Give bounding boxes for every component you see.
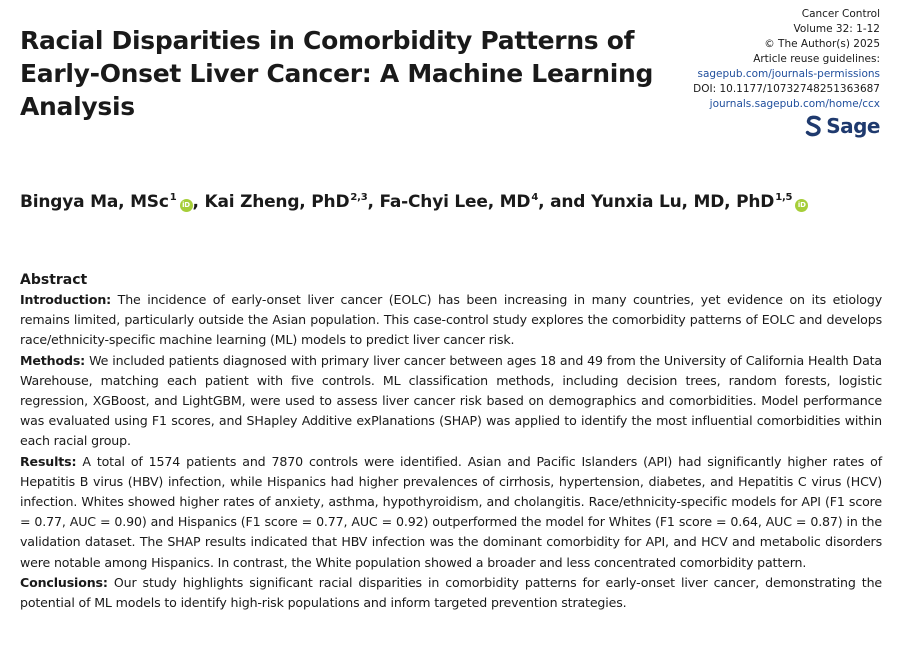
author-separator: , and (538, 192, 591, 212)
article-title: Racial Disparities in Comorbidity Patterns of Early-Onset Liver Cancer: A Machine Learning Analysis (20, 26, 654, 121)
sage-s-icon (805, 115, 822, 137)
section-label: Conclusions: (20, 574, 108, 590)
abstract-results (20, 452, 882, 573)
author-name: Fa-Chyi Lee, MD (379, 192, 531, 212)
author-list (20, 185, 890, 215)
section-text: We included patients diagnosed with primary liver cancer between ages 18 and 49 from the University of California Health Data Warehouse, matching each patient with five controls. ML classification methods, including decision trees, random forests, logistic regression, XGBoost, and LightGBM, were used to assess liver cancer risk based on demographics and comorbidities. Model performance was evaluated using F1 scores, and SHapley Additive exPlanations (SHAP) was applied to identify the most influential comorbidities within each racial group. (20, 352, 882, 449)
abstract-conclusions (20, 573, 882, 613)
sage-wordmark: Sage (826, 113, 880, 138)
section-label: Methods: (20, 352, 86, 368)
orcid-icon[interactable]: iD (180, 199, 193, 212)
journal-home-link[interactable]: journals.sagepub.com/home/ccx (709, 98, 880, 110)
reuse-label: Article reuse guidelines: (753, 53, 880, 65)
journal-meta (640, 7, 880, 137)
journal-name: Cancer Control (801, 8, 880, 20)
author (204, 192, 379, 212)
abstract-methods (20, 351, 882, 452)
author-separator: , (192, 192, 205, 212)
author-affiliation: 2,3 (350, 192, 368, 203)
author-affiliation: 1,5 (775, 192, 793, 203)
author-affiliation: 4 (531, 192, 539, 203)
author (379, 192, 590, 212)
author (591, 192, 808, 212)
abstract-introduction (20, 290, 882, 351)
section-text: Our study highlights significant racial disparities in comorbidity patterns for early-onset liver cancer, demonstrating the potential of ML models to identify high-risk populations and inform targeted prevention strategies. (20, 574, 882, 611)
abstract-heading: Abstract (20, 272, 88, 288)
journal-volume: Volume 32: 1-12 (793, 23, 880, 35)
author-name: Bingya Ma, MSc (20, 192, 169, 212)
doi: DOI: 10.1177/10732748251363687 (693, 83, 880, 95)
section-text: A total of 1574 patients and 7870 controls were identified. Asian and Pacific Islanders (API) had significantly higher rates of Hepatitis B virus (HBV) infection, while Hispanics had higher prevalences of cirrhosis, hypertension, diabetes, and Hepatitis C virus (HCV) infection. Whites showed higher rates of anxiety, asthma, hypothyroidism, and cholangitis. Race/ethnicity-specific models for API (F1 score = 0.77, AUC = 0.90) and Hispanics (F1 score = 0.77, AUC = 0.92) outperformed the model for Whites (F1 score = 0.64, AUC = 0.87) in the validation dataset. The SHAP results indicated that HBV infection was the dominant comorbidity for API, and HCV and metabolic disorders were notable among Hispanics. In contrast, the White population showed a broader and less concentrated comorbidity pattern. (20, 453, 883, 570)
sage-logo (640, 115, 880, 137)
author-name: Yunxia Lu, MD, PhD (590, 192, 775, 212)
author-separator: , (367, 192, 380, 212)
section-label: Results: (20, 453, 77, 469)
copyright: © The Author(s) 2025 (764, 38, 880, 50)
permissions-link[interactable]: sagepub.com/journals-permissions (697, 68, 880, 80)
orcid-icon[interactable]: iD (795, 199, 808, 212)
section-text: The incidence of early-onset liver cancer (EOLC) has been increasing in many countries, yet evidence on its etiology remains limited, particularly outside the Asian population. This case-control study explores the comorbidity patterns of EOLC and develops race/ethnicity-specific machine learning (ML) models to predict liver cancer risk. (20, 292, 882, 348)
abstract (20, 270, 882, 613)
author-name: Kai Zheng, PhD (204, 192, 350, 212)
section-label: Introduction: (20, 292, 112, 307)
author (20, 192, 204, 212)
author-affiliation: 1 (169, 192, 177, 203)
